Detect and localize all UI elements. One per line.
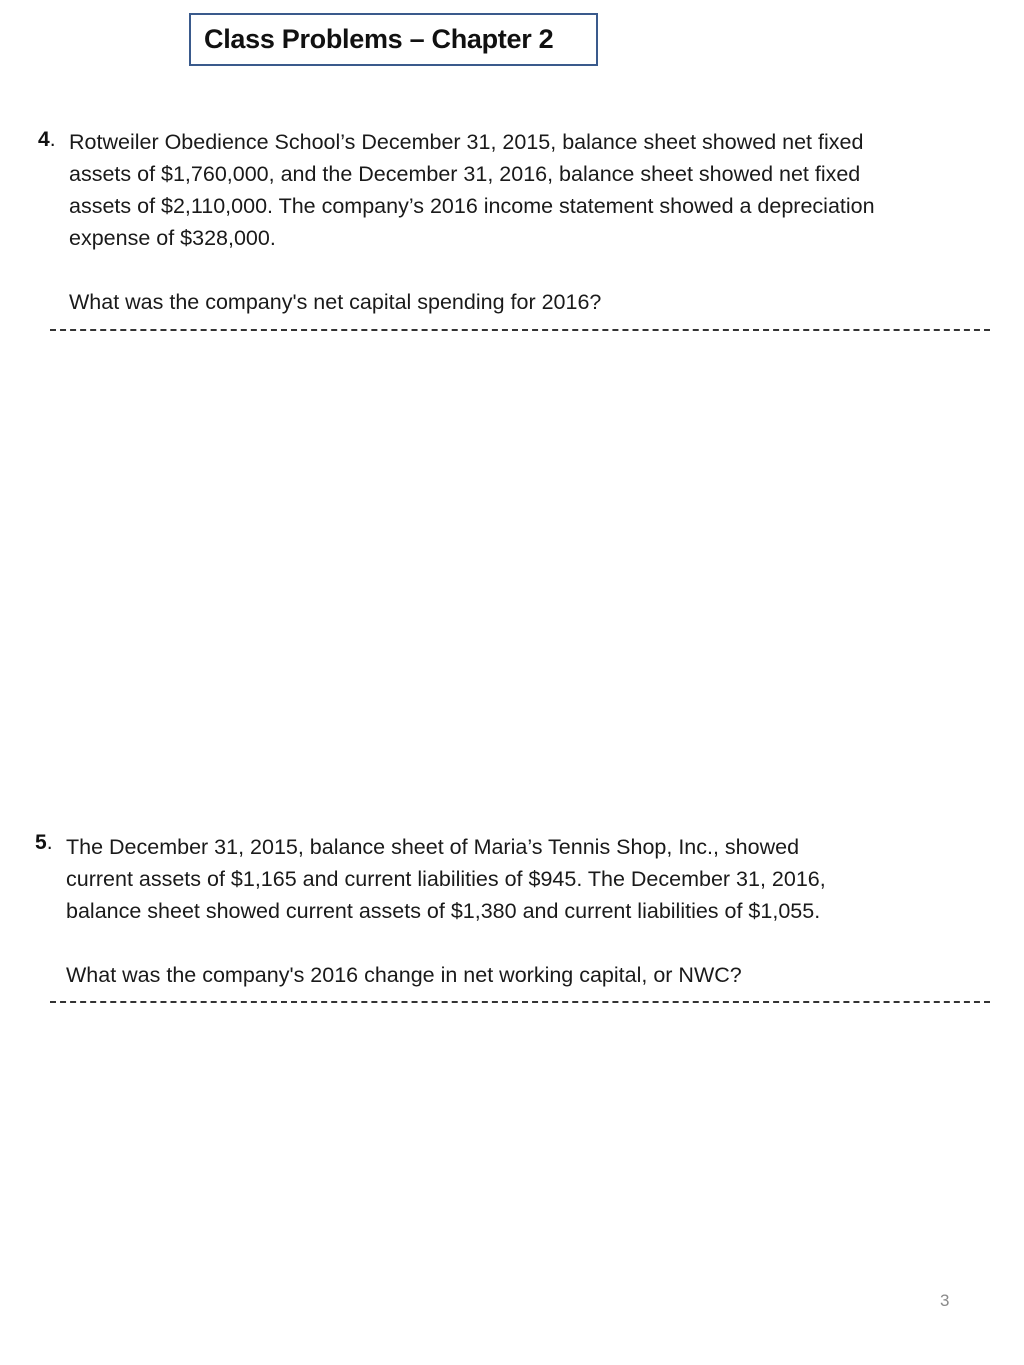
answer-divider <box>50 329 990 331</box>
problem-line: Rotweiler Obedience School’s December 31, 2015, balance sheet showed net fixed <box>69 130 864 154</box>
page-title: Class Problems – Chapter 2 <box>204 24 554 54</box>
problem-number: 5. <box>35 831 53 854</box>
problem-text <box>69 126 875 318</box>
problem-number: 4. <box>38 128 56 151</box>
problem-question: What was the company's net capital spending for 2016? <box>69 290 602 314</box>
problem-text <box>66 831 826 991</box>
problem-line: expense of $328,000. <box>69 226 276 250</box>
problem-line: current assets of $1,165 and current liabilities of $945. The December 31, 2016, <box>66 867 826 891</box>
page-number: 3 <box>940 1291 950 1310</box>
problem-line: balance sheet showed current assets of $1,380 and current liabilities of $1,055. <box>66 899 821 923</box>
problem-line: The December 31, 2015, balance sheet of Maria’s Tennis Shop, Inc., showed <box>66 835 800 859</box>
problem-line: assets of $2,110,000. The company’s 2016 income statement showed a depreciation <box>69 194 875 218</box>
title-box <box>189 13 598 66</box>
problem-question: What was the company's 2016 change in net working capital, or NWC? <box>66 963 742 987</box>
problem-line: assets of $1,760,000, and the December 31, 2016, balance sheet showed net fixed <box>69 162 861 186</box>
answer-divider <box>50 1001 990 1003</box>
